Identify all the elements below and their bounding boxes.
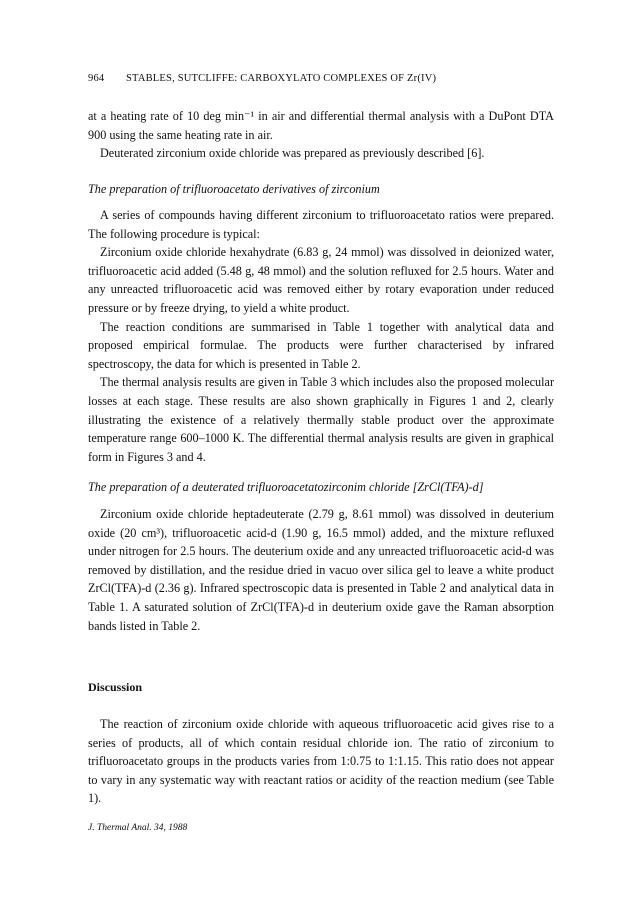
intro-paragraph-1: at a heating rate of 10 deg min⁻¹ in air and differential thermal analysis with a DuPont DTA 900 using the same heating rate in air. (88, 109, 554, 142)
running-title: STABLES, SUTCLIFFE: CARBOXYLATO COMPLEXES OF Zr(IV) (126, 73, 437, 84)
section-heading-trifluoroacetato: The preparation of trifluoroacetato derivatives of zirconium (88, 182, 380, 196)
section2-paragraph-1: Zirconium oxide chloride heptadeuterate (2.79 g, 8.61 mmol) was dissolved in deuterium oxide (20 cm³), trifluoroacetic acid-d (1.90 g, 16.5 mmol) added, and the mixture refluxed under nitrogen for 2.5 hours. The deuterium oxide and any unreacted trifluoroacetic acid-d was removed by distillation, and the residue dried in vacuo over silica gel to leave a white product ZrCl(TFA)-d (2.36 g). Infrared spectroscopic data is presented in Table 2 and analytical data in Table 1. A saturated solution of ZrCl(TFA)-d in deuterium oxide gave the Raman absorption bands listed in Table 2. (88, 507, 554, 633)
section1-paragraph-2: Zirconium oxide chloride hexahydrate (6.83 g, 24 mmol) was dissolved in deionized water, trifluoroacetic acid added (5.48 g, 48 mmol) and the solution refluxed for 2.5 hours. Water and any unreacted trifluoroacetic acid was removed either by rotary evaporation under reduced pressure or by freeze drying, to yield a white product. (88, 245, 554, 315)
section-heading-deuterated: The preparation of a deuterated trifluoroacetatozirconim chloride [ZrCl(TFA)-d] (88, 480, 484, 494)
section1-paragraph-4: The thermal analysis results are given in Table 3 which includes also the proposed molecular losses at each stage. These results are also shown graphically in Figures 1 and 2, clearly illustrating the existence of a relatively thermally stable product over the approximate temperature range 600–1000 K. The differential thermal analysis results are given in graphical form in Figures 3 and 4. (88, 375, 554, 464)
intro-paragraph-2: Deuterated zirconium oxide chloride was prepared as previously described [6]. (100, 146, 485, 161)
discussion-paragraph-1: The reaction of zirconium oxide chloride with aqueous trifluoroacetic acid gives rise to a series of products, all of which contain residual chloride ion. The ratio of zirconium to trifluoroacetato groups in the products varies from 1:0.75 to 1:1.15. This ratio does not appear to vary in any systematic way with reactant ratios or acidity of the reaction medium (see Table 1). (88, 717, 554, 806)
intro-text (88, 107, 554, 163)
discussion-heading: Discussion (88, 680, 143, 694)
running-header (88, 73, 554, 84)
section2-text (88, 505, 554, 635)
section1-text (88, 206, 554, 466)
journal-citation-footer: J. Thermal Anal. 34, 1988 (88, 823, 188, 833)
page-number: 964 (88, 73, 105, 84)
discussion-text (88, 715, 554, 808)
section1-paragraph-1: A series of compounds having different zirconium to trifluoroacetato ratios were prepared. The following procedure is typical: (88, 208, 554, 241)
section1-paragraph-3: The reaction conditions are summarised in Table 1 together with analytical data and proposed empirical formulae. The products were further characterised by infrared spectroscopy, the data for which is presented in Table 2. (88, 319, 554, 371)
